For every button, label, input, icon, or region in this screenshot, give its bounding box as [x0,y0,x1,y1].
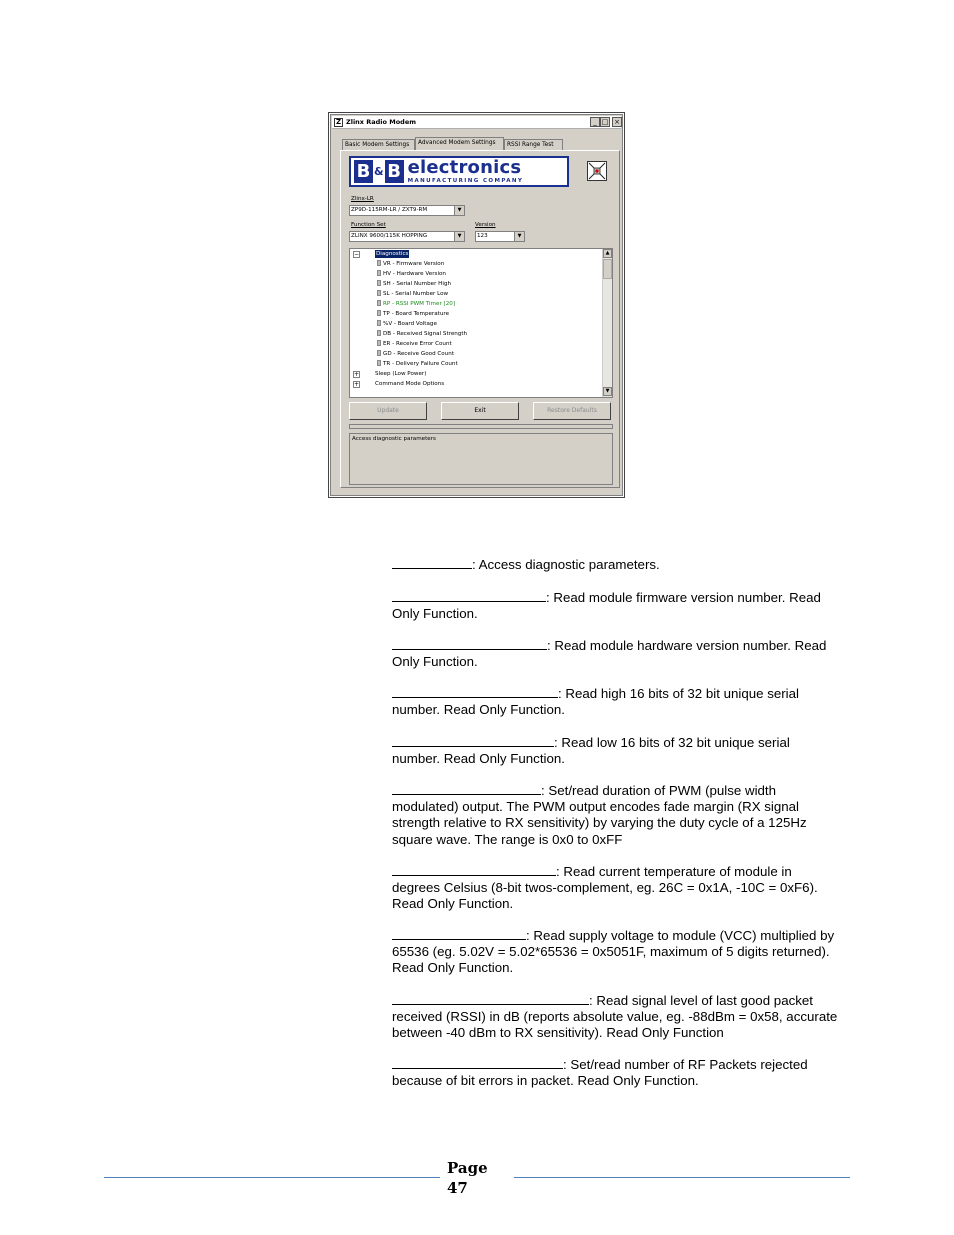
chevron-down-icon: ▼ [454,206,464,215]
tree-leaf[interactable] [377,350,454,358]
entry-sh [392,686,840,718]
blank-line [392,783,541,795]
entry-v [392,928,840,977]
tree-leaf[interactable] [377,340,452,348]
tab-advanced-modem-settings[interactable]: Advanced Modem Settings [415,137,504,150]
scroll-up-icon[interactable]: ▲ [603,249,612,258]
tree-leaf-label: ER - Receive Error Count [383,341,452,347]
tree-leaf[interactable] [377,330,467,338]
progress-bar [349,424,613,429]
tree-node-diagnostics[interactable]: Diagnostics [376,251,409,257]
window-title: Zlinx Radio Modem [346,118,417,126]
parameter-icon [377,350,381,356]
tab-basic-modem-settings[interactable]: Basic Modem Settings [342,139,415,150]
description-box: Access diagnostic parameters [349,433,613,485]
entry-hv [392,638,840,670]
page-label: Page [447,1159,488,1177]
company-logo [349,156,569,187]
footer-rule-right [514,1177,850,1178]
tree-leaf-label: RP - RSSI PWM Timer [20] [383,301,456,307]
entry-tp [392,864,840,913]
tree-node-sleep[interactable]: Sleep (Low Power) [375,371,427,377]
blank-line [392,993,589,1005]
scroll-down-icon[interactable]: ▼ [603,387,612,396]
blank-line [392,735,554,747]
blank-line [392,686,558,698]
tree-leaf-label: DB - Received Signal Strength [383,331,468,337]
tree-leaf-label: %V - Board Voltage [383,321,437,327]
entry-rp [392,783,840,848]
entry-text: : Set/read number of RF Packets rejected because of bit errors in packet. Read Only Function. [392,1057,808,1089]
blank-line [392,638,547,650]
model-select-value: ZP9D-115RM-LR / ZXT9-RM [351,207,428,213]
blank-line [392,928,526,940]
tree-leaf[interactable] [377,260,444,268]
tree-leaf-label: GD - Receive Good Count [383,351,455,357]
restore-defaults-button[interactable]: Restore Defaults [533,402,611,420]
tree-leaf[interactable] [377,290,448,298]
parameter-icon [377,300,381,306]
parameter-icon [377,320,381,326]
blank-line [392,864,556,876]
chevron-down-icon: ▼ [454,232,464,241]
function-set-select[interactable] [349,231,465,242]
entry-text: : Read low 16 bits of 32 bit unique serial number. Read Only Function. [392,735,790,767]
tab-panel [340,150,620,488]
logo-tagline: MANUFACTURING COMPANY [407,178,524,184]
logo-words [408,159,524,184]
entry-text: : Access diagnostic parameters. [472,557,660,572]
model-select[interactable] [349,205,465,216]
tree-leaf-label: SH - Serial Number High [383,281,452,287]
satellite-icon[interactable] [587,161,607,181]
maximize-button[interactable]: □ [601,118,609,126]
parameter-icon [377,340,381,346]
version-value: 123 [477,233,488,239]
parameter-icon [377,330,381,336]
tree-scrollbar[interactable] [602,249,612,397]
entry-diagnostics [392,557,840,573]
collapse-icon[interactable]: − [354,251,360,258]
exit-button[interactable]: Exit [441,402,519,420]
logo-brand: electronics [407,157,522,178]
parameter-icon [377,280,381,286]
entry-text: : Read module hardware version number. Read Only Function. [392,638,827,670]
app-window [330,114,623,496]
app-screenshot [328,112,625,498]
close-button[interactable]: × [612,117,622,127]
tree-leaf[interactable] [377,300,455,308]
tree-leaf[interactable] [377,310,449,318]
parameter-icon [377,290,381,296]
tree-leaf[interactable] [377,270,446,278]
parameter-icon [377,260,381,266]
entry-text: : Read module firmware version number. Read Only Function. [392,590,821,622]
tree-node-command-mode[interactable]: Command Mode Options [375,381,445,387]
tree-leaf-label: HV - Hardware Version [383,271,446,277]
entry-text: : Set/read duration of PWM (pulse width modulated) output. The PWM output encodes fade margin (RX signal strength relative to RX sensitivity) by varying the duty cycle of a 125Hz square wave. The range is 0x0 to 0xFF [392,783,807,847]
blank-line [392,557,472,569]
tree-leaf[interactable] [377,280,451,288]
page-number: 47 [447,1179,468,1197]
entry-er [392,1057,840,1089]
entry-db [392,993,840,1042]
parameter-icon [377,360,381,366]
entry-text: : Read current temperature of module in degrees Celsius (8-bit twos-complement, eg. 26C = 0x1A, -10C = 0xF6). Read Only Function. [392,864,818,912]
parameter-tree[interactable] [349,248,613,398]
tree-leaf-label: TR - Delivery Failure Count [383,361,458,367]
logo-mark [354,160,404,183]
entry-text: : Read signal level of last good packet received (RSSI) in dB (reports absolute value, eg. -88dBm = 0x58, accurate between -40 dBm to RX sensitivity). Read Only Function [392,993,838,1041]
tab-rssi-range-test[interactable]: RSSI Range Test [504,139,563,150]
version-label: Version [475,222,496,228]
app-icon: Z [335,118,342,126]
model-label: Zlinx-LR [351,196,374,202]
tree-leaf[interactable] [377,320,437,328]
blank-line [392,1057,563,1069]
blank-line [392,590,546,602]
scroll-thumb[interactable] [603,259,612,279]
entry-text: : Read high 16 bits of 32 bit unique serial number. Read Only Function. [392,686,799,718]
tree-leaf-label: VR - Firmware Version [383,261,445,267]
expand-icon[interactable]: + [354,381,360,388]
entry-sl [392,735,840,767]
entry-vr [392,590,840,622]
update-button[interactable]: Update [349,402,427,420]
function-set-label: Function Set [351,222,386,228]
footer-rule-left [104,1177,440,1178]
chevron-down-icon: ▼ [514,232,524,241]
function-set-value: ZLINX 9600/115K HOPPING [351,233,428,239]
minimize-button[interactable]: _ [590,117,600,127]
parameter-icon [377,270,381,276]
parameter-icon [377,310,381,316]
logo-ampersand: & [374,165,384,178]
logo-letter-b-2: B [385,160,404,183]
logo-letter-b: B [354,160,373,183]
tree-leaf-label: TP - Board Temperature [383,311,450,317]
version-select[interactable] [475,231,525,242]
expand-icon[interactable]: + [354,371,360,378]
tree-leaf-label: SL - Serial Number Low [383,291,449,297]
title-bar [332,116,621,129]
entry-text: : Read supply voltage to module (VCC) multiplied by 65536 (eg. 5.02V = 5.02*65536 = 0x5051F, maximum of 5 digits returned). Read Only Function. [392,928,835,976]
tree-leaf[interactable] [377,360,458,368]
